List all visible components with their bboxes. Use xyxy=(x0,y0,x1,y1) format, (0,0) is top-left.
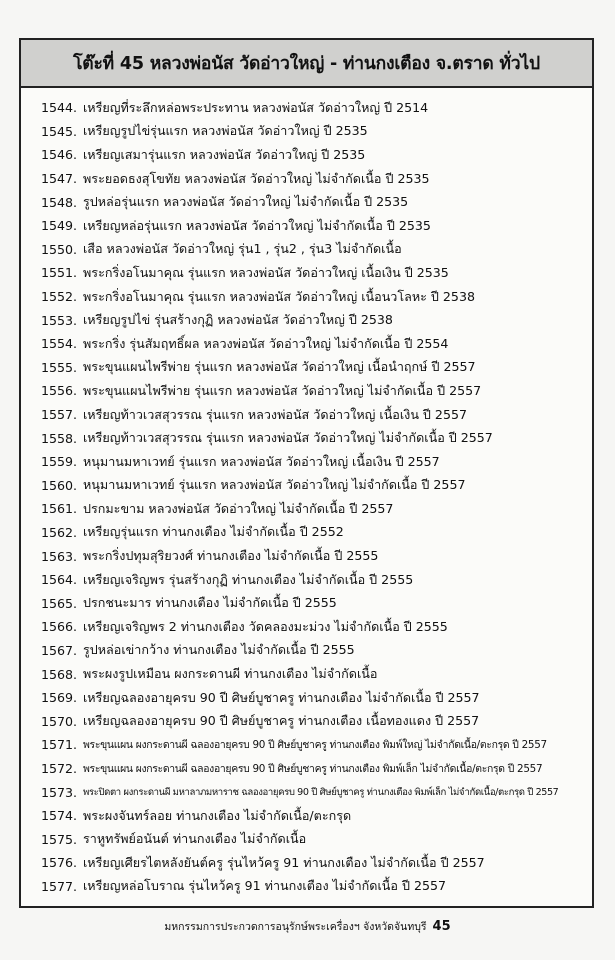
item-text: พระขุนแผนไพรีพ่าย รุ่นแรก หลวงพ่อนัส วัดอ่าวใหญ่ เนื้อนำฤกษ์ ปี 2557 xyxy=(83,359,476,375)
item-number: 1559. xyxy=(40,454,77,470)
item-number: 1562. xyxy=(40,524,77,540)
item-list xyxy=(21,88,592,898)
item-number: 1569. xyxy=(40,690,77,706)
item-number: 1560. xyxy=(40,477,77,493)
item-text: เหรียญท้าวเวสสุวรรณ รุ่นแรก หลวงพ่อนัส วัดอ่าวใหญ่ ไม่จำกัดเนื้อ ปี 2557 xyxy=(83,430,493,446)
item-text: พระกริ่งอโนมาคุณ รุ่นแรก หลวงพ่อนัส วัดอ่าวใหญ่ เนื้อเงิน ปี 2535 xyxy=(83,264,449,280)
list-item xyxy=(21,804,592,828)
item-text: พระกริ่ง รุ่นสัมฤทธิ์ผล หลวงพ่อนัส วัดอ่าวใหญ่ ไม่จำกัดเนื้อ ปี 2554 xyxy=(83,335,449,351)
item-number: 1565. xyxy=(40,595,77,611)
item-text: เหรียญหล่อรุ่นแรก หลวงพ่อนัส วัดอ่าวใหญ่ ไม่จำกัดเนื้อ ปี 2535 xyxy=(83,217,431,233)
item-number: 1577. xyxy=(40,878,77,894)
item-number: 1554. xyxy=(40,336,77,352)
list-item xyxy=(21,190,592,214)
item-text: พระกริ่งอโนมาคุณ รุ่นแรก หลวงพ่อนัส วัดอ่าวใหญ่ เนื้อนวโลหะ ปี 2538 xyxy=(83,288,475,304)
list-item xyxy=(21,308,592,332)
item-number: 1575. xyxy=(40,831,77,847)
list-item xyxy=(21,285,592,309)
list-item xyxy=(21,474,592,498)
list-item xyxy=(21,875,592,899)
item-text: พระผงรูปเหมือน ผงกระดานผี ท่านกงเตือง ไม่จำกัดเนื้อ xyxy=(83,666,378,682)
item-text: รูปหล่อเข่ากว้าง ท่านกงเตือง ไม่จำกัดเนื้อ ปี 2555 xyxy=(83,642,355,658)
item-number: 1558. xyxy=(40,430,77,446)
item-number: 1573. xyxy=(40,784,77,800)
list-item xyxy=(21,167,592,191)
item-number: 1568. xyxy=(40,666,77,682)
item-number: 1566. xyxy=(40,619,77,635)
item-text: พระผงจันทร์ลอย ท่านกงเตือง ไม่จำกัดเนื้อ/ตะกรุด xyxy=(83,807,352,823)
item-text: เหรียญเจริญพร รุ่นสร้างกุฏิ ท่านกงเตือง ไม่จำกัดเนื้อ ปี 2555 xyxy=(83,571,414,587)
item-text: เหรียญท้าวเวสสุวรรณ รุ่นแรก หลวงพ่อนัส วัดอ่าวใหญ่ เนื้อเงิน ปี 2557 xyxy=(83,406,467,422)
item-number: 1545. xyxy=(40,123,77,139)
list-item xyxy=(21,521,592,545)
list-item xyxy=(21,757,592,781)
item-number: 1547. xyxy=(40,171,77,187)
item-number: 1574. xyxy=(40,808,77,824)
item-number: 1553. xyxy=(40,312,77,328)
list-item xyxy=(21,568,592,592)
item-number: 1564. xyxy=(40,572,77,588)
item-number: 1563. xyxy=(40,548,77,564)
item-text: เสือ หลวงพ่อนัส วัดอ่าวใหญ่ รุ่น1 , รุ่น2 , รุ่น3 ไม่จำกัดเนื้อ xyxy=(83,241,402,257)
item-number: 1567. xyxy=(40,642,77,658)
list-item xyxy=(21,379,592,403)
page-number: 45 xyxy=(432,919,451,934)
item-text: เหรียญรุ่นแรก ท่านกงเตือง ไม่จำกัดเนื้อ ปี 2552 xyxy=(83,524,344,540)
item-text: เหรียญฉลองอายุครบ 90 ปี ศิษย์บูชาครู ท่านกงเตือง เนื้อทองแดง ปี 2557 xyxy=(83,713,480,729)
item-text: เหรียญที่ระลึกหล่อพระประทาน หลวงพ่อนัส วัดอ่าวใหญ่ ปี 2514 xyxy=(83,99,429,115)
list-item xyxy=(21,450,592,474)
item-text: หนุมานมหาเวทย์ รุ่นแรก หลวงพ่อนัส วัดอ่าวใหญ่ ไม่จำกัดเนื้อ ปี 2557 xyxy=(83,477,466,493)
item-text: พระขุนแผน ผงกระดานผี ฉลองอายุครบ 90 ปี ศิษย์บูชาครู ท่านกงเตือง พิมพ์เล็ก ไม่จำกัดเนื้อ/ตะกรุด ปี 2557 xyxy=(83,762,543,775)
item-number: 1561. xyxy=(40,501,77,517)
item-text: หนุมานมหาเวทย์ รุ่นแรก หลวงพ่อนัส วัดอ่าวใหญ่ เนื้อเงิน ปี 2557 xyxy=(83,453,440,469)
item-number: 1572. xyxy=(40,760,77,776)
list-item xyxy=(21,261,592,285)
item-number: 1552. xyxy=(40,289,77,305)
list-item xyxy=(21,356,592,380)
table-frame xyxy=(19,38,594,908)
item-text: เหรียญเจริญพร 2 ท่านกงเตือง วัดคลองมะม่วง ไม่จำกัดเนื้อ ปี 2555 xyxy=(83,618,448,634)
list-item xyxy=(21,827,592,851)
list-item xyxy=(21,143,592,167)
list-item xyxy=(21,591,592,615)
footer-text: มหกรรมการประกวดการอนุรักษ์พระเครื่องฯ จังหวัดจันทบุรี xyxy=(164,921,427,933)
item-number: 1571. xyxy=(40,737,77,753)
item-number: 1549. xyxy=(40,218,77,234)
list-item xyxy=(21,733,592,757)
item-text: เหรียญเศียรไตหลังยันต์ครู รุ่นไหว้ครู 91 ท่านกงเตือง ไม่จำกัดเนื้อ ปี 2557 xyxy=(83,854,485,870)
item-number: 1546. xyxy=(40,147,77,163)
list-item xyxy=(21,686,592,710)
item-text: ปรกชนะมาร ท่านกงเตือง ไม่จำกัดเนื้อ ปี 2555 xyxy=(83,595,337,611)
item-text: เหรียญรูปไข่รุ่นแรก หลวงพ่อนัส วัดอ่าวใหญ่ ปี 2535 xyxy=(83,123,368,139)
item-text: พระปิดตา ผงกระดานผี มหาลาภมหาราช ฉลองอายุครบ 90 ปี ศิษย์บูชาครู ท่านกงเตือง พิมพ์เล็ก ไม่จำกัดเนื้อ/ตะกรุด ปี 2557 xyxy=(83,786,559,798)
page-footer xyxy=(0,918,615,935)
list-item xyxy=(21,332,592,356)
item-text: พระกริ่งปทุมสุริยวงศ์ ท่านกงเตือง ไม่จำกัดเนื้อ ปี 2555 xyxy=(83,548,379,564)
list-item xyxy=(21,780,592,804)
item-number: 1576. xyxy=(40,855,77,871)
item-number: 1557. xyxy=(40,407,77,423)
item-text: พระขุนแผนไพรีพ่าย รุ่นแรก หลวงพ่อนัส วัดอ่าวใหญ่ ไม่จำกัดเนื้อ ปี 2557 xyxy=(83,382,482,398)
item-text: พระยอดธงสุโขทัย หลวงพ่อนัส วัดอ่าวใหญ่ ไม่จำกัดเนื้อ ปี 2535 xyxy=(83,170,430,186)
item-number: 1548. xyxy=(40,194,77,210)
item-text: เหรียญเสมารุ่นแรก หลวงพ่อนัส วัดอ่าวใหญ่ ปี 2535 xyxy=(83,146,366,162)
item-text: เหรียญรูปไข่ รุ่นสร้างกุฏิ หลวงพ่อนัส วัดอ่าวใหญ่ ปี 2538 xyxy=(83,312,393,328)
item-text: ราหูทรัพย์อนันต์ ท่านกงเตือง ไม่จำกัดเนื้อ xyxy=(83,831,307,847)
item-text: พระขุนแผน ผงกระดานผี ฉลองอายุครบ 90 ปี ศิษย์บูชาครู ท่านกงเตือง พิมพ์ใหญ่ ไม่จำกัดเนื้อ/ตะกรุด ปี 2557 xyxy=(83,739,547,752)
list-item xyxy=(21,544,592,568)
list-item xyxy=(21,851,592,875)
item-number: 1551. xyxy=(40,265,77,281)
item-text: ปรกมะขาม หลวงพ่อนัส วัดอ่าวใหญ่ ไม่จำกัดเนื้อ ปี 2557 xyxy=(83,500,394,516)
list-item xyxy=(21,403,592,427)
item-number: 1544. xyxy=(40,100,77,116)
item-number: 1550. xyxy=(40,241,77,257)
item-text: เหรียญหล่อโบราณ รุ่นไหว้ครู 91 ท่านกงเตือง ไม่จำกัดเนื้อ ปี 2557 xyxy=(83,878,447,894)
list-item xyxy=(21,497,592,521)
list-item xyxy=(21,709,592,733)
list-item xyxy=(21,662,592,686)
list-item xyxy=(21,96,592,120)
list-item xyxy=(21,615,592,639)
table-title: โต๊ะที่ 45 หลวงพ่อนัส วัดอ่าวใหญ่ - ท่านกงเตือง จ.ตราด ทั่วไป xyxy=(21,40,592,88)
item-number: 1570. xyxy=(40,713,77,729)
list-item xyxy=(21,426,592,450)
item-text: รูปหล่อรุ่นแรก หลวงพ่อนัส วัดอ่าวใหญ่ ไม่จำกัดเนื้อ ปี 2535 xyxy=(83,194,409,210)
item-text: เหรียญฉลองอายุครบ 90 ปี ศิษย์บูชาครู ท่านกงเตือง ไม่จำกัดเนื้อ ปี 2557 xyxy=(83,689,480,705)
item-number: 1555. xyxy=(40,359,77,375)
list-item xyxy=(21,120,592,144)
list-item xyxy=(21,639,592,663)
item-number: 1556. xyxy=(40,383,77,399)
list-item xyxy=(21,238,592,262)
list-item xyxy=(21,214,592,238)
